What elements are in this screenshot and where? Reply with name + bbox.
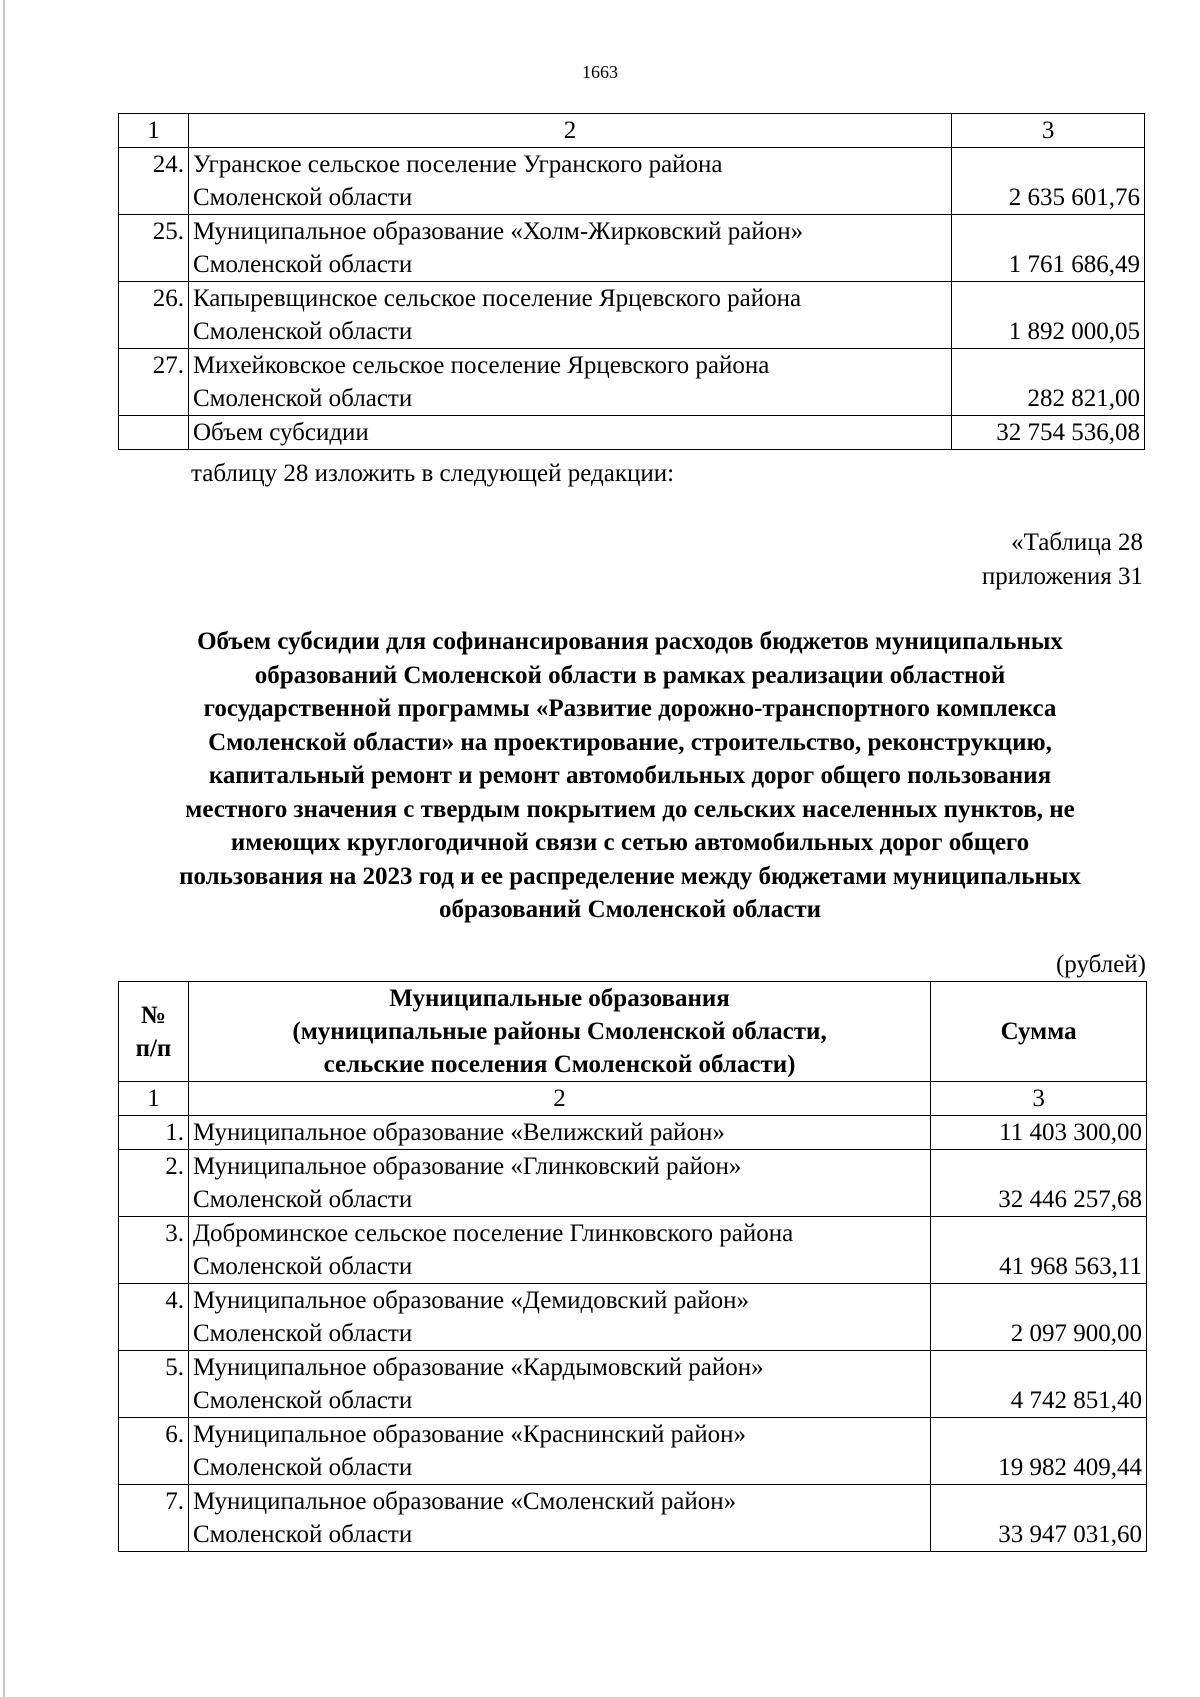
table-caption-line2: приложения 31 <box>981 563 1143 590</box>
row-sum: 1 892 000,05 <box>952 282 1145 349</box>
heading-line: Смоленской области» на проектирование, строительство, реконструкцию, <box>208 728 1052 756</box>
units-label: (рублей) <box>1055 951 1146 978</box>
row-number: 24. <box>119 148 189 215</box>
header-cell: 1 <box>119 114 189 148</box>
row-number: 1. <box>119 1116 189 1150</box>
header-number-cell <box>119 982 189 1082</box>
header-name-line2: (муниципальные районы Смоленской области, <box>292 1018 827 1045</box>
numbering-cell: 1 <box>119 1082 189 1116</box>
heading-line: Объем субсидии для софинансирования расходов бюджетов муниципальных <box>197 628 1063 655</box>
row-sum: 41 968 563,11 <box>931 1217 1147 1284</box>
row-name-line1: Угранское сельское поселение Угранского района <box>192 151 723 178</box>
row-name-line2: Смоленской области <box>192 184 413 211</box>
table-caption-line1: «Таблица 28 <box>1011 529 1143 556</box>
row-sum: 2 635 601,76 <box>952 148 1145 215</box>
row-sum: 1 761 686,49 <box>952 215 1145 282</box>
row-number: 4. <box>119 1284 189 1351</box>
row-name-line1: Капыревщинское сельское поселение Ярцевского района <box>192 285 802 312</box>
total-empty-cell <box>119 416 189 450</box>
table-numbering-row <box>119 1082 1147 1116</box>
heading-line: образований Смоленской области <box>438 896 822 923</box>
row-name <box>188 1217 930 1284</box>
heading-line: образований Смоленской области в рамках реализации областной <box>254 661 1006 689</box>
row-name-line2: Смоленской области <box>192 1454 413 1481</box>
row-number: 7. <box>119 1485 189 1552</box>
table-total-row <box>119 416 1145 450</box>
table-caption <box>982 526 1143 594</box>
row-number: 2. <box>119 1150 189 1217</box>
table-row <box>119 1351 1147 1418</box>
row-name-line1: Михейковское сельское поселение Ярцевского района <box>192 352 770 379</box>
table-row <box>119 148 1145 215</box>
heading-line: капитальный ремонт и ремонт автомобильных дорог общего пользования <box>208 762 1052 789</box>
row-name-line2: Смоленской области <box>192 1521 413 1548</box>
row-name-line1: Муниципальное образование «Кардымовский район» <box>192 1354 764 1381</box>
row-sum: 32 446 257,68 <box>931 1150 1147 1217</box>
row-number: 26. <box>119 282 189 349</box>
page-number: 1663 <box>582 62 618 82</box>
header-name-line1: Муниципальные образования <box>389 985 730 1012</box>
numbering-cell: 2 <box>188 1082 930 1116</box>
heading-line: местного значения с твердым покрытием до сельских населенных пунктов, не <box>185 795 1075 823</box>
row-name-line2: Смоленской области <box>192 1253 413 1280</box>
table-row <box>119 1418 1147 1485</box>
row-sum: 2 097 900,00 <box>931 1284 1147 1351</box>
row-name-line1: Доброминское сельское поселение Глинковского района <box>192 1220 794 1247</box>
table-row <box>119 282 1145 349</box>
row-name-line1: Муниципальное образование «Краснинский район» <box>192 1421 746 1448</box>
row-number: 27. <box>119 349 189 416</box>
numbering-cell: 3 <box>931 1082 1147 1116</box>
row-name <box>188 1418 930 1485</box>
row-name-line2: Смоленской области <box>192 385 413 412</box>
row-name-line1: Муниципальное образование «Холм-Жирковский район» <box>192 218 804 245</box>
row-number: 25. <box>119 215 189 282</box>
table-row <box>119 1150 1147 1217</box>
header-name-cell <box>188 982 930 1082</box>
scan-edge-line <box>3 0 5 1697</box>
header-cell: 3 <box>952 114 1145 148</box>
header-sum-cell: Сумма <box>931 982 1147 1082</box>
table-header-row <box>119 114 1145 148</box>
row-name <box>188 1485 930 1552</box>
table-row <box>119 1116 1147 1150</box>
table-row <box>119 1217 1147 1284</box>
row-name-line1: Муниципальное образование «Глинковский район» <box>192 1153 742 1180</box>
table-row <box>119 1485 1147 1552</box>
row-name-line2: Смоленской области <box>192 251 413 278</box>
header-name-line3: сельские поселения Смоленской области) <box>323 1051 796 1078</box>
row-number: 3. <box>119 1217 189 1284</box>
header-number-line1: № <box>140 1001 167 1029</box>
row-name <box>188 148 951 215</box>
table-header-row <box>119 982 1147 1082</box>
row-name <box>188 1150 930 1217</box>
row-name <box>188 349 951 416</box>
table-subsidy-distribution <box>118 981 1147 1552</box>
header-cell: 2 <box>188 114 951 148</box>
heading-line: пользования на 2023 год и ее распределение между бюджетами муниципальных <box>179 862 1081 890</box>
row-name-line2: Смоленской области <box>192 318 413 345</box>
row-name <box>188 282 951 349</box>
row-sum: 282 821,00 <box>952 349 1145 416</box>
row-name <box>188 215 951 282</box>
total-label: Объем субсидии <box>188 416 951 450</box>
row-sum: 4 742 851,40 <box>931 1351 1147 1418</box>
row-number: 5. <box>119 1351 189 1418</box>
row-name <box>188 1284 930 1351</box>
row-name-line2: Смоленской области <box>192 1186 413 1213</box>
heading-line: имеющих круглогодичной связи с сетью автомобильных дорог общего <box>230 829 1030 856</box>
header-number-line2: п/п <box>135 1034 172 1062</box>
heading-line: государственной программы «Развитие дорожно-транспортного комплекса <box>203 695 1057 722</box>
row-sum: 11 403 300,00 <box>931 1116 1147 1150</box>
table-continuation <box>118 113 1145 450</box>
total-sum: 32 754 536,08 <box>952 416 1145 450</box>
row-sum: 33 947 031,60 <box>931 1485 1147 1552</box>
row-name-line2: Смоленской области <box>192 1320 413 1347</box>
table-row <box>119 349 1145 416</box>
row-name-line2: Смоленской области <box>192 1387 413 1414</box>
row-name-line1: Муниципальное образование «Демидовский район» <box>192 1287 750 1314</box>
row-name: Муниципальное образование «Велижский район» <box>188 1116 930 1150</box>
row-name <box>188 1351 930 1418</box>
row-name-line1: Муниципальное образование «Смоленский район» <box>192 1488 737 1515</box>
row-number: 6. <box>119 1418 189 1485</box>
table-row <box>119 215 1145 282</box>
table-row <box>119 1284 1147 1351</box>
row-sum: 19 982 409,44 <box>931 1418 1147 1485</box>
document-heading <box>110 625 1150 927</box>
instruction-text: таблицу 28 изложить в следующей редакции: <box>191 460 675 487</box>
